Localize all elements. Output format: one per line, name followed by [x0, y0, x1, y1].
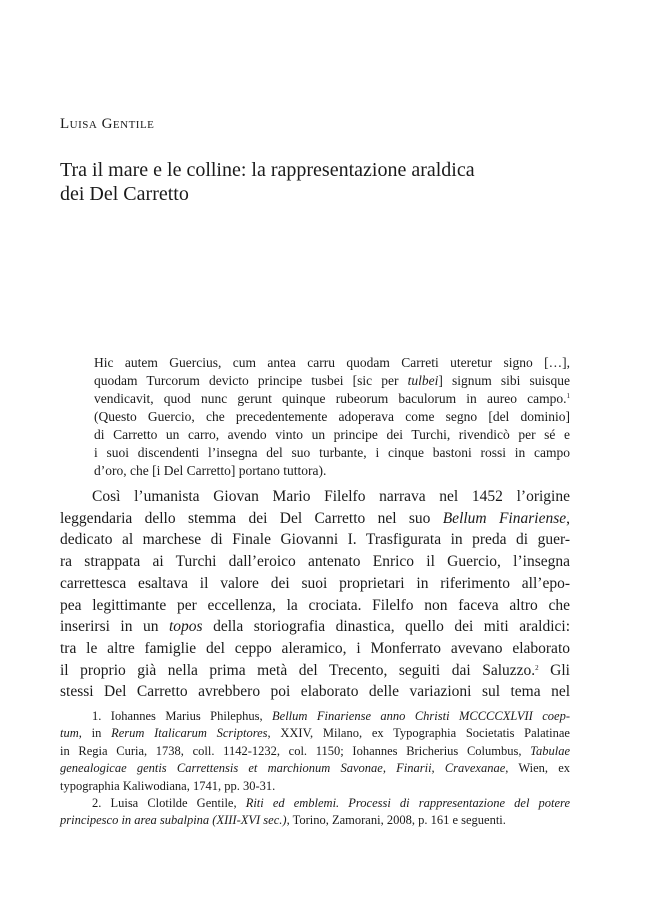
footnotes [60, 708, 570, 830]
body-line: tra le altre famiglie del ceppo aleramico, i Monferrato avevano elaborato [60, 639, 570, 657]
author-name: Luisa Gentile [60, 116, 155, 132]
body-text: il proprio già nella prima metà del Trecento, seguiti dai Saluzzo. [60, 661, 536, 679]
footnote-text: , XXIV, Milano, ex Typographia Societatis Palatinae [267, 726, 570, 741]
footnote-text: 2. Luisa Clotilde Gentile, [92, 796, 246, 811]
footnote-text: in Regia Curia, 1738, coll. 1142-1232, col. 1150; Iohannes Bricherius Columbus, [60, 743, 531, 758]
footnote-line [60, 812, 570, 829]
quote-line [94, 372, 570, 390]
footnote-italic: Bellum Finariense anno Christi MCCCCXLVII coep- [272, 709, 570, 723]
footnote-line [60, 708, 570, 725]
footnote-line [60, 743, 570, 760]
footnote-italic: Rerum Italicarum Scriptores [111, 726, 268, 741]
quote-line: d’oro, che [i Del Carretto] portano tuttora). [94, 463, 327, 478]
block-quote [94, 354, 570, 480]
footnote-italic: principesco in area subalpina (XIII-XVI sec.) [60, 813, 287, 828]
footnote-line: typographia Kaliwodiana, 1741, pp. 30-31. [60, 778, 276, 793]
footnote-italic: Riti ed emblemi. Processi di rappresentazione del potere [245, 796, 570, 811]
quote-text: quodam Turcorum devicto principe tusbei [sic per [94, 373, 408, 388]
body-line: carrettesca esaltava il valore dei suoi proprietari in riferimento all’epo- [60, 574, 570, 592]
footnote-text: , Wien, ex [505, 761, 570, 776]
quote-text: vendicavit, quod nunc gerunt quinque rubeorum baculorum in aureo campo. [94, 391, 567, 406]
body-line [60, 616, 570, 638]
title-line: Tra il mare e le colline: la rappresentazione araldica [60, 159, 475, 181]
body-line: stessi Del Carretto avrebbero poi elaborato delle variazioni sul tema nel [60, 683, 570, 701]
body-line: ra strappata ai Turchi dall’eroico antenato Enrico il Guercio, l’insegna [60, 553, 570, 571]
quote-italic: tulbei [407, 373, 439, 388]
quote-line: Hic autem Guercius, cum antea carru quodam Carreti uteretur signo […], [94, 355, 570, 370]
footnote-italic: Tabulae [530, 743, 570, 758]
body-italic: topos [168, 618, 203, 636]
footnote-line [60, 760, 570, 777]
footnote-ref[interactable]: 2 [535, 663, 539, 672]
body-line [60, 508, 570, 530]
body-text: , [566, 509, 570, 527]
body-text: leggendaria dello stemma dei Del Carretto nel suo [60, 509, 443, 527]
footnote-line [60, 795, 570, 812]
body-italic: Bellum Finariense [442, 509, 567, 527]
footnote-line [60, 725, 570, 742]
title-line: dei Del Carretto [60, 183, 189, 205]
body-line [60, 660, 570, 682]
body-text: inserirsi in un [60, 618, 169, 636]
quote-line: i suoi discendenti l’insegna del suo turbante, i cinque bastoni rossi in campo [94, 445, 570, 460]
quote-text: ] signum sibi suisque [438, 373, 570, 388]
body-text: Gli [538, 661, 570, 679]
body-paragraph [60, 486, 570, 703]
footnote-text: 1. Iohannes Marius Philephus, [92, 709, 273, 723]
footnote-text: , Torino, Zamorani, 2008, p. 161 e seguenti. [286, 813, 506, 828]
quote-line [94, 390, 570, 408]
chapter-title [60, 158, 580, 206]
body-line: Così l’umanista Giovan Mario Filelfo narrava nel 1452 l’origine [92, 488, 570, 505]
footnote-italic: genealogicae gentis Carrettensis et marchionum Savonae, Finarii, Cravexanae [60, 761, 506, 776]
body-line: dedicato al marchese di Finale Giovanni I. Trasfigurata in preda di guer- [60, 531, 570, 549]
quote-line: di Carretto un carro, avendo vinto un principe dei Turchi, rivendicò per sé e [94, 427, 570, 442]
footnote-ref[interactable]: 1 [566, 392, 570, 400]
footnote-italic: tum [60, 726, 79, 741]
body-line: pea legittimante per eccellenza, la crociata. Filelfo non faceva altro che [60, 596, 570, 614]
quote-line: (Questo Guercio, che precedentemente adoperava come segno [del dominio] [94, 409, 570, 424]
body-text: della storiografia dinastica, quello dei miti araldici: [202, 618, 570, 636]
footnote-text: , in [78, 726, 112, 741]
